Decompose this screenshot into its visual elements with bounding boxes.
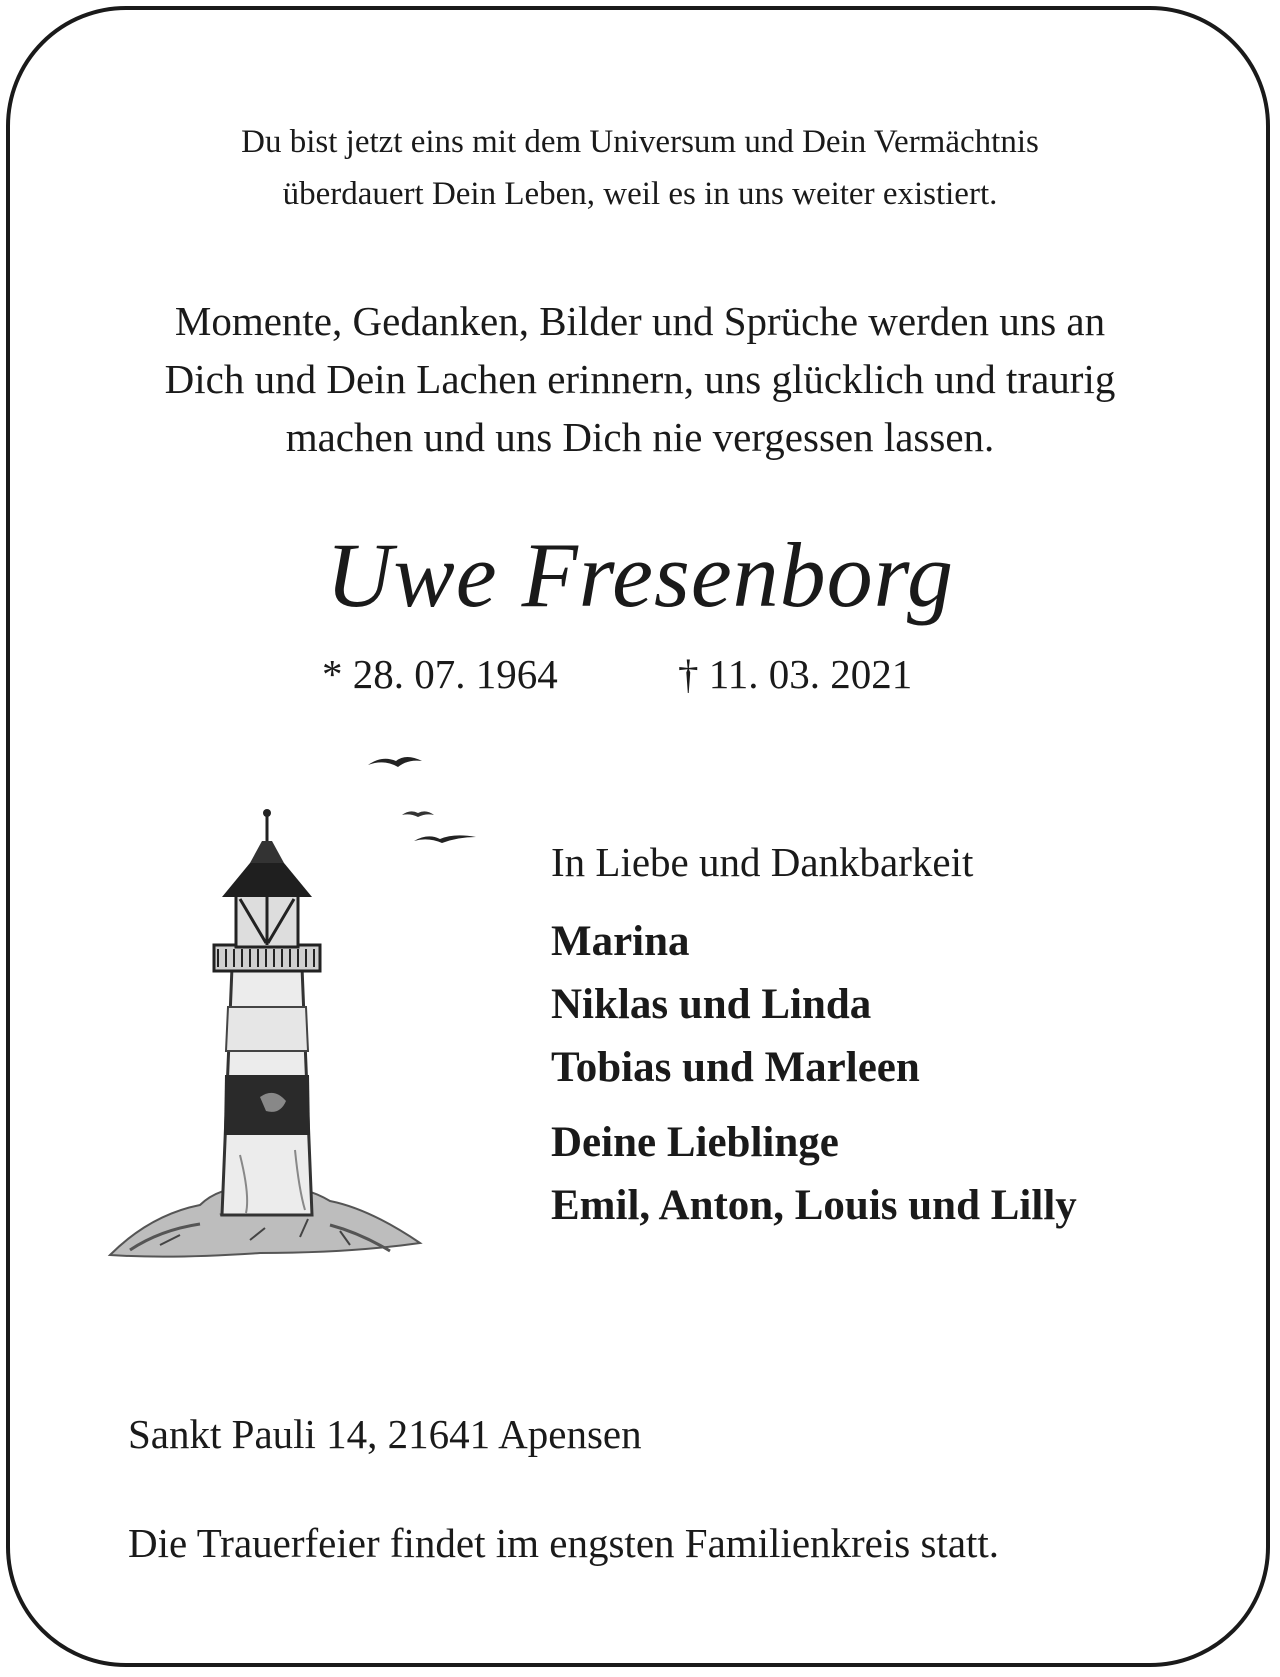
address: Sankt Pauli 14, 21641 Apensen bbox=[128, 1411, 642, 1457]
bird-icon bbox=[402, 811, 434, 817]
verse-text bbox=[0, 292, 1280, 466]
intro-text bbox=[0, 116, 1280, 220]
thanks-line: In Liebe und Dankbarkeit bbox=[551, 839, 974, 885]
funeral-note: Die Trauerfeier findet im engsten Familienkreis statt. bbox=[128, 1520, 1000, 1566]
verse-line: Momente, Gedanken, Bilder und Sprüche werden uns an bbox=[174, 298, 1106, 344]
family-names bbox=[551, 910, 1251, 1099]
intro-line: überdauert Dein Leben, weil es in uns weiter existiert. bbox=[282, 176, 998, 212]
birth-date: * 28. 07. 1964 bbox=[322, 651, 558, 697]
mourners-block bbox=[551, 834, 1251, 1237]
grandchildren-names bbox=[551, 1111, 1251, 1237]
family-name: Tobias und Marleen bbox=[551, 1044, 920, 1091]
grandchildren-list: Emil, Anton, Louis und Lilly bbox=[551, 1182, 1077, 1229]
family-name: Niklas und Linda bbox=[551, 981, 872, 1028]
death-date: † 11. 03. 2021 bbox=[678, 651, 913, 697]
lighthouse-with-birds-icon bbox=[100, 745, 500, 1305]
bird-icon bbox=[368, 757, 422, 767]
verse-line: machen und uns Dich nie vergessen lassen. bbox=[285, 414, 995, 460]
deceased-name: Uwe Fresenborg bbox=[325, 524, 955, 626]
grandchildren-heading: Deine Lieblinge bbox=[551, 1119, 839, 1166]
family-name: Marina bbox=[551, 918, 690, 965]
bird-icon bbox=[414, 835, 476, 843]
intro-line: Du bist jetzt eins mit dem Universum und Dein Vermächtnis bbox=[241, 124, 1039, 160]
verse-line: Dich und Dein Lachen erinnern, uns glücklich und traurig bbox=[164, 356, 1116, 402]
